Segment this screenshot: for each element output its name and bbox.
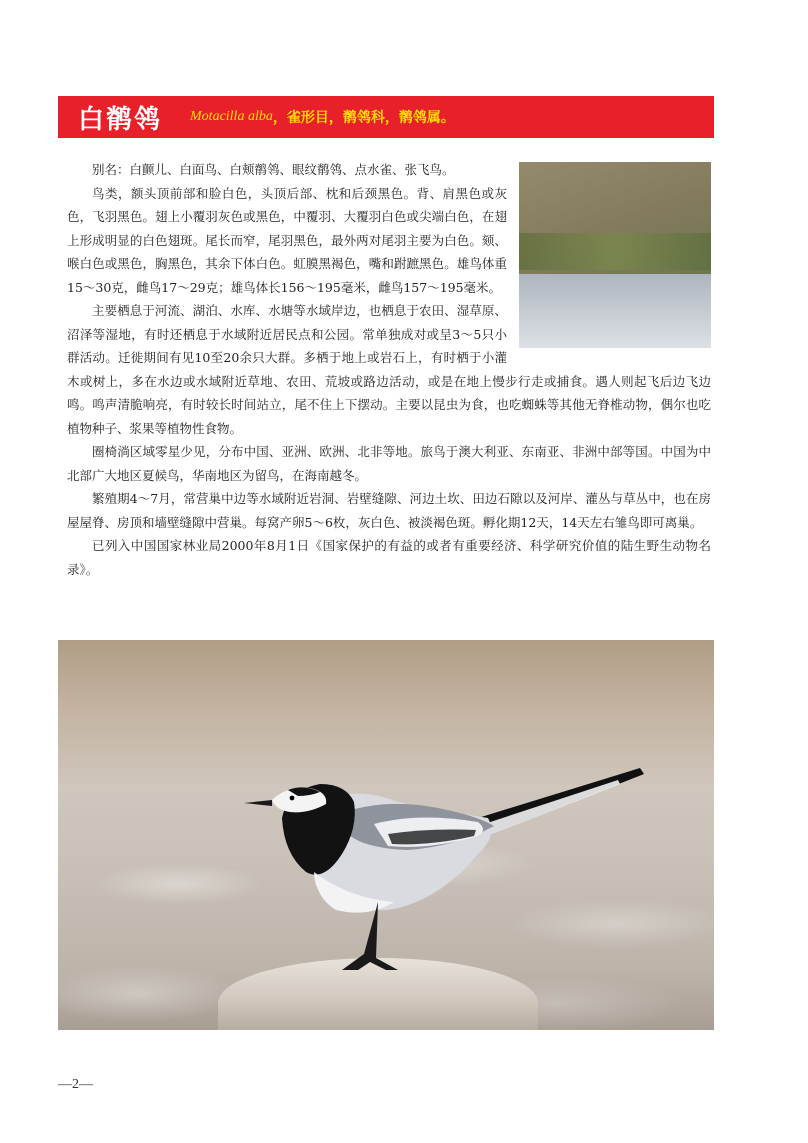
wagtail-main-photo: [58, 640, 714, 1030]
paragraph-breeding: 繁殖期4～7月，常营巢中边等水域附近岩洞、岩壁缝隙、河边土坎、田边石隙以及河岸、灌丛与草丛中，也在房屋屋脊、房顶和墙壁缝隙中营巢。每窝产卵5～6枚，灰白色、被淡褐色斑。孵化期12天，14天左右雏鸟即可离巢。: [67, 491, 711, 530]
paragraph-description: 鸟类，额头顶前部和脸白色，头顶后部、枕和后颈黑色。背、肩黑色或灰色，飞羽黑色。翅上小覆羽灰色或黑色，中覆羽、大覆羽白色或尖端白色，在翅上形成明显的白色翅斑。尾长而窄，尾羽黑色，最外两对尾羽主要为白色。颏、喉白色或黑色，胸黑色，其余下体白色。虹膜黑褐色，嘴和跗蹠黑色。雄鸟体重15～30克，雌鸟17～29克；雄鸟体长156～195毫米，雌鸟157～195毫米。: [67, 185, 507, 295]
page-number: —2—: [58, 1077, 93, 1092]
species-scientific-name: Motacilla alba: [190, 109, 273, 124]
article-body: [67, 158, 711, 581]
paragraph-protection: 已列入中国国家林业局2000年8月1日《国家保护的有益的或者有重要经济、科学研究价值的陆生野生动物名录》。: [67, 538, 711, 577]
species-taxonomy: ，雀形目，鹡鸰科，鹡鸰属。: [272, 110, 455, 126]
paragraph-distribution: 圈椅淌区域零星少见，分布中国、亚洲、欧洲、北非等地。旅鸟于澳大利亚、东南亚、非洲中部等国。中国为中北部广大地区夏候鸟，华南地区为留鸟，在海南越冬。: [67, 444, 711, 483]
species-title-bar: [58, 96, 714, 138]
species-chinese-name: 白鹡鸰: [78, 104, 163, 135]
wagtail-water-photo: [519, 162, 711, 348]
paragraph-alias: 别名：白颤儿、白面鸟、白颊鹡鸰、眼纹鹡鸰、点水雀、张飞鸟。: [92, 162, 455, 177]
paragraph-habitat: 主要栖息于河流、湖泊、水库、水塘等水域岸边，也栖息于农田、湿草原、沼泽等湿地，有时还栖息于水域附近居民点和公园。常单独成对或呈3～5只小群活动。迁徙期间有见10至20余只大群。多栖于地上或岩石上，有时栖于小灌木或树上，多在水边或水域附近草地、农田、荒坡或路边活动，或是在地上慢步行走或捕食。遇人则起飞后边飞边鸣。鸣声清脆响亮，有时较长时间站立，尾不住上下摆动。主要以昆虫为食，也吃蜘蛛等其他无脊椎动物，偶尔也吃植物种子、浆果等植物性食物。: [67, 303, 711, 436]
